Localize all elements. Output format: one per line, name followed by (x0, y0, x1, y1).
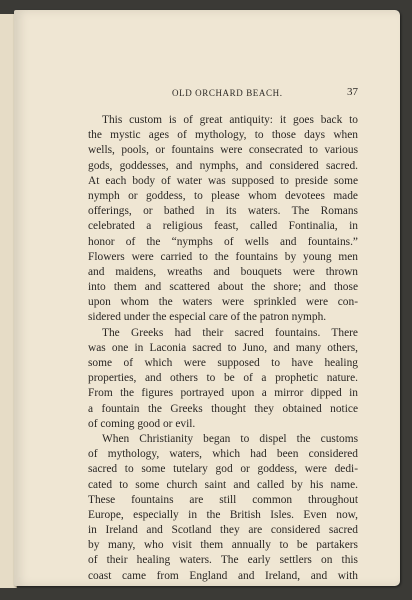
text-line: some of which were supposed to have healing (88, 357, 358, 369)
text-line: a fountain the Greeks thought they obtained notice (88, 402, 358, 415)
page-number: 37 (347, 86, 358, 98)
text-line: These fountains are still common throughout (88, 493, 358, 506)
text-line: sidered under the especial care of the patron nymph. (88, 311, 327, 324)
text-line: From the figures portrayed upon a mirror dipped in (88, 387, 358, 400)
text-line: celebrated a religious feast, called Fontinalia, in (88, 220, 358, 233)
text-line: the mystic ages of mythology, to those days when (88, 129, 358, 142)
text-line: wells, pools, or fountains were consecrated to various (88, 144, 358, 157)
text-line: upon whom the waters were sprinkled were con- (88, 296, 358, 309)
text-line: gods, goddesses, and nymphs, and considered sacred. (88, 159, 358, 172)
text-line: of their healing waters. The early settlers on this (88, 554, 358, 567)
text-line: honor of the “nymphs of wells and fountains.” (88, 235, 358, 248)
text-line: Flowers were carried to the fountains by young men (88, 250, 358, 263)
text-line: This custom is of great antiquity: it goes back to (102, 114, 358, 126)
text-line: into them and scattered about the shore; and those (88, 281, 358, 294)
book-page (14, 10, 400, 586)
page-header (14, 88, 400, 102)
text-line: Europe, especially in the British Isles. Even now, (88, 508, 358, 521)
text-line: and maidens, wreaths and bouquets were thrown (88, 265, 358, 278)
text-line: At each body of water was supposed to preside some (88, 174, 358, 187)
text-line: of mythology, waters, which had been considered (88, 448, 358, 461)
text-line: The Greeks had their sacred fountains. There (102, 326, 358, 339)
text-line: nymph or goddess, to please whom devotees made (88, 189, 358, 202)
body-text (88, 113, 358, 584)
text-line: was one in Laconia sacred to Juno, and many others, (88, 341, 358, 354)
running-head: OLD ORCHARD BEACH. (172, 88, 283, 98)
text-line: of coming good or evil. (88, 417, 196, 430)
text-line: sacred to some tutelary god or goddess, were dedi- (88, 463, 358, 476)
text-line: offerings, or bathed in its waters. The Romans (88, 205, 358, 218)
text-line: When Christianity began to dispel the customs (102, 432, 358, 445)
text-line: in Ireland and Scotland they are considered sacred (88, 524, 358, 537)
text-line: properties, and others to be of a prophetic nature. (88, 372, 358, 385)
text-line: by many, who visit them annually to be partakers (88, 539, 358, 552)
text-line: cated to some church saint and called by his name. (88, 478, 358, 491)
text-line: coast came from England and Ireland, and with (88, 569, 358, 582)
